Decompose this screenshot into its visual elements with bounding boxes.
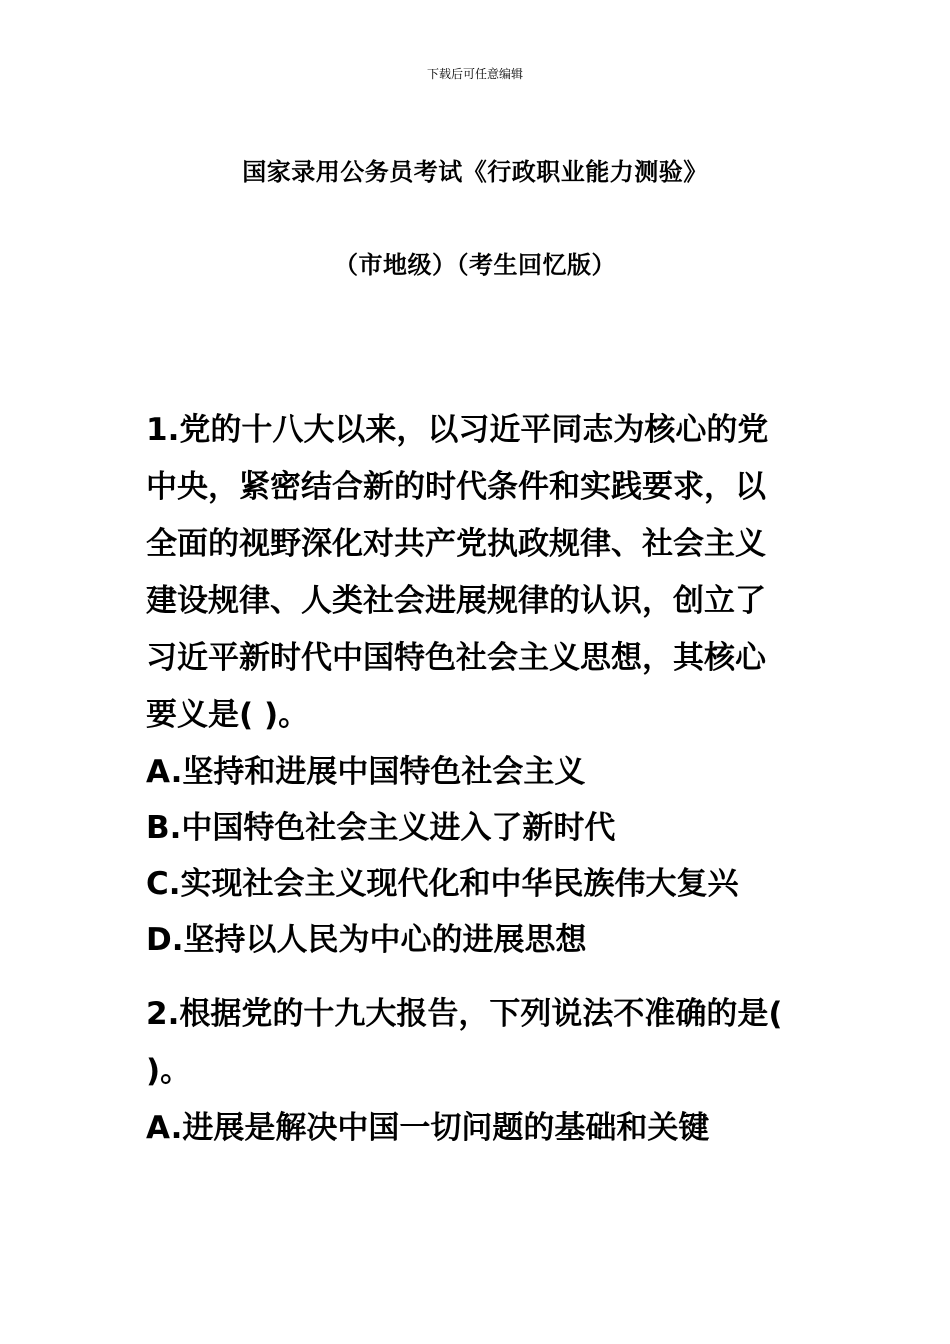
question-list [146, 402, 796, 1156]
question-stem: 2.根据党的十九大报告，下列说法不准确的是( )。 [146, 996, 783, 1089]
document-title: 国家录用公务员考试《行政职业能力测验》 [242, 158, 708, 186]
header-note: 下载后可任意编辑 [426, 67, 523, 81]
question-1 [146, 402, 796, 968]
question-stem: 1.党的十八大以来，以习近平同志为核心的党中央，紧密结合新的时代条件和实践要求，以全面的视野深化对共产党执政规律、社会主义建设规律、人类社会进展规律的认识，创立了习近平新时代中国特色社会主义思想，其核心要义是( )。 [146, 412, 769, 733]
document-subtitle: （市地级）（考生回忆版） [334, 251, 616, 279]
option-b: B.中国特色社会主义进入了新时代 [146, 810, 616, 846]
option-a: A.进展是解决中国一切问题的基础和关键 [146, 1110, 710, 1146]
option-c: C.实现社会主义现代化和中华民族伟大复兴 [146, 866, 739, 902]
option-a: A.坚持和进展中国特色社会主义 [146, 754, 586, 790]
question-2 [146, 986, 796, 1156]
option-d: D.坚持以人民为中心的进展思想 [146, 922, 587, 958]
